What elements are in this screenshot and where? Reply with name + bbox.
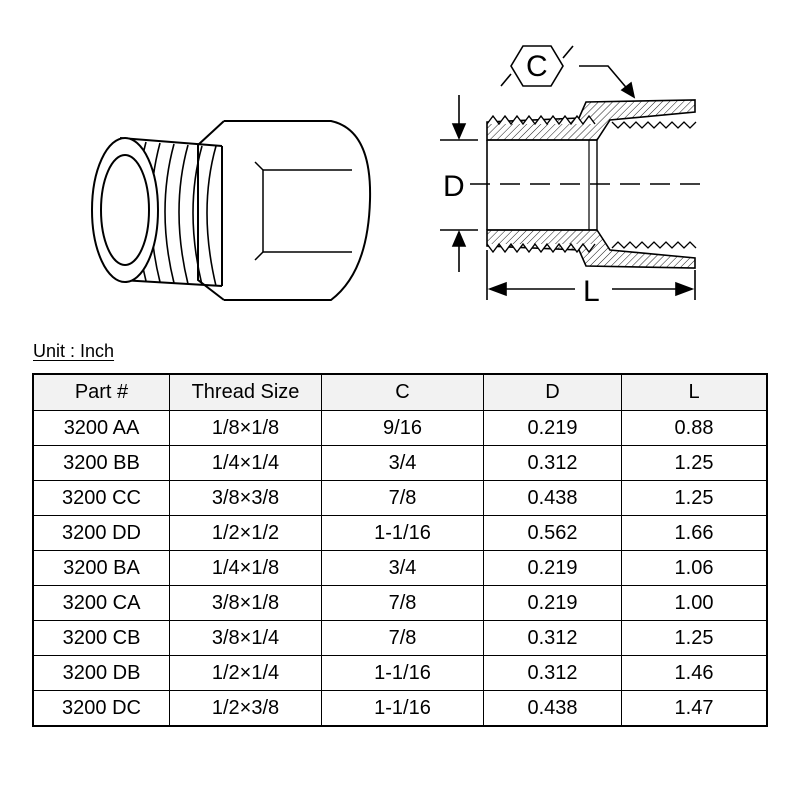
cell-thread-size: 3/8×1/4 (170, 621, 322, 656)
cell-part: 3200 CB (33, 621, 170, 656)
cell-d: 0.312 (484, 656, 622, 691)
cell-thread-size: 3/8×3/8 (170, 481, 322, 516)
dimension-table (32, 373, 768, 727)
table-row (33, 691, 767, 727)
cell-c: 7/8 (322, 481, 484, 516)
table-row (33, 656, 767, 691)
cell-thread-size: 1/4×1/8 (170, 551, 322, 586)
cell-l: 1.46 (622, 656, 768, 691)
cell-l: 1.66 (622, 516, 768, 551)
cell-d: 0.438 (484, 481, 622, 516)
cell-d: 0.562 (484, 516, 622, 551)
cell-d: 0.312 (484, 446, 622, 481)
cell-part: 3200 AA (33, 411, 170, 446)
cell-l: 1.00 (622, 586, 768, 621)
cell-d: 0.438 (484, 691, 622, 727)
cell-c: 3/4 (322, 551, 484, 586)
table-row (33, 586, 767, 621)
fitting-illustration (0, 0, 800, 330)
table-row (33, 516, 767, 551)
table-row (33, 481, 767, 516)
cell-d: 0.219 (484, 411, 622, 446)
header-d: D (484, 374, 622, 411)
cell-part: 3200 DB (33, 656, 170, 691)
cell-l: 1.25 (622, 446, 768, 481)
cell-l: 0.88 (622, 411, 768, 446)
cell-c: 1-1/16 (322, 516, 484, 551)
cell-c: 3/4 (322, 446, 484, 481)
cell-part: 3200 CA (33, 586, 170, 621)
cell-c: 1-1/16 (322, 691, 484, 727)
cell-l: 1.25 (622, 481, 768, 516)
table-row (33, 411, 767, 446)
header-part: Part # (33, 374, 170, 411)
cell-d: 0.219 (484, 551, 622, 586)
table-row (33, 621, 767, 656)
cell-part: 3200 BA (33, 551, 170, 586)
cell-part: 3200 DD (33, 516, 170, 551)
cell-c: 1-1/16 (322, 656, 484, 691)
cell-part: 3200 DC (33, 691, 170, 727)
hex-c-symbol (501, 46, 634, 97)
header-l: L (622, 374, 768, 411)
cell-c: 7/8 (322, 621, 484, 656)
cell-part: 3200 CC (33, 481, 170, 516)
cell-thread-size: 1/2×3/8 (170, 691, 322, 727)
header-c: C (322, 374, 484, 411)
cell-thread-size: 1/2×1/2 (170, 516, 322, 551)
cell-c: 7/8 (322, 586, 484, 621)
cell-part: 3200 BB (33, 446, 170, 481)
cell-l: 1.47 (622, 691, 768, 727)
cell-thread-size: 1/8×1/8 (170, 411, 322, 446)
fitting-3d-view (92, 121, 370, 300)
hex-c-label: C (526, 50, 548, 83)
dimension-d-label: D (443, 170, 465, 203)
table-header-row (33, 374, 767, 411)
cell-l: 1.25 (622, 621, 768, 656)
table-row (33, 446, 767, 481)
cell-d: 0.219 (484, 586, 622, 621)
cell-c: 9/16 (322, 411, 484, 446)
fitting-section-view (470, 100, 708, 268)
unit-label: Unit : Inch (33, 341, 115, 361)
cell-thread-size: 1/4×1/4 (170, 446, 322, 481)
dimension-l-label: L (583, 275, 600, 308)
table-row (33, 551, 767, 586)
header-thread-size: Thread Size (170, 374, 322, 411)
cell-thread-size: 1/2×1/4 (170, 656, 322, 691)
cell-l: 1.06 (622, 551, 768, 586)
cell-d: 0.312 (484, 621, 622, 656)
cell-thread-size: 3/8×1/8 (170, 586, 322, 621)
